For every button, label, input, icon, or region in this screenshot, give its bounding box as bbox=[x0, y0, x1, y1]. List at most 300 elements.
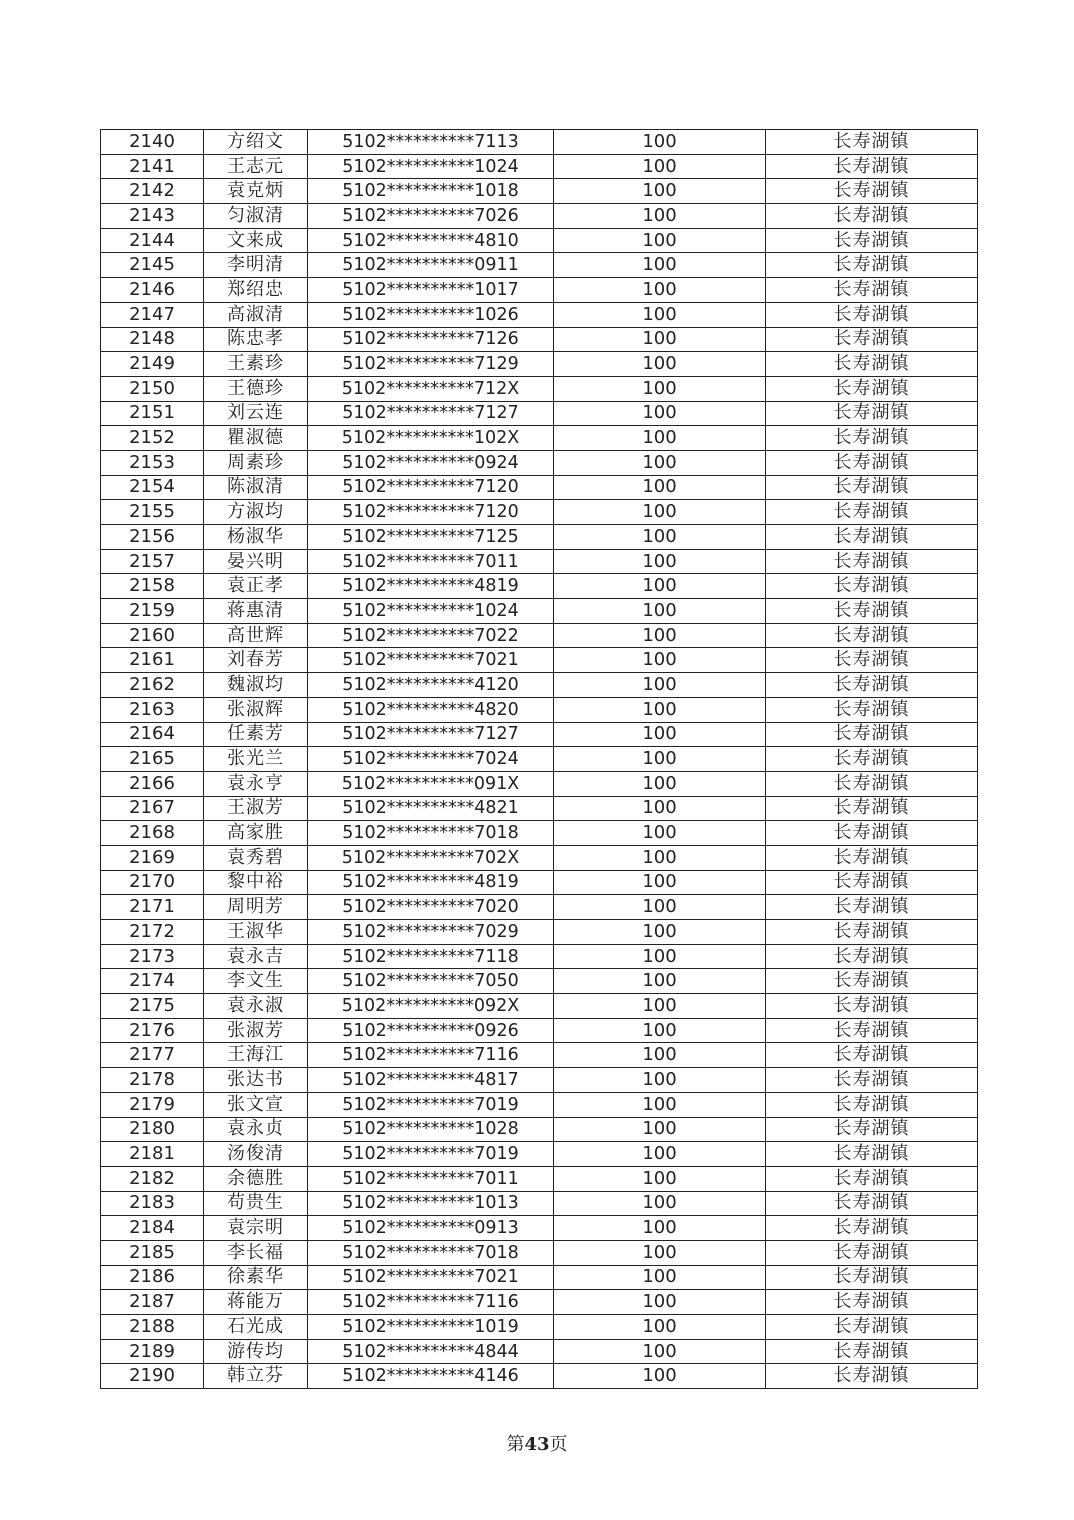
person-name-cell: 袁永亨 bbox=[204, 771, 308, 796]
person-name-cell: 刘云连 bbox=[204, 401, 308, 426]
table-row bbox=[101, 574, 978, 599]
town-cell: 长寿湖镇 bbox=[766, 1265, 978, 1290]
table-row bbox=[101, 1166, 978, 1191]
town-cell: 长寿湖镇 bbox=[766, 599, 978, 624]
person-name-cell: 方绍文 bbox=[204, 130, 308, 155]
amount-cell: 100 bbox=[554, 747, 766, 772]
amount-cell: 100 bbox=[554, 1339, 766, 1364]
table-row bbox=[101, 327, 978, 352]
id-number-cell: 5102**********4810 bbox=[308, 228, 554, 253]
town-cell: 长寿湖镇 bbox=[766, 771, 978, 796]
amount-cell: 100 bbox=[554, 500, 766, 525]
table-row bbox=[101, 1142, 978, 1167]
id-number-cell: 5102**********0924 bbox=[308, 450, 554, 475]
row-number-cell: 2164 bbox=[101, 722, 204, 747]
table-row bbox=[101, 426, 978, 451]
table-row bbox=[101, 870, 978, 895]
town-cell: 长寿湖镇 bbox=[766, 426, 978, 451]
id-number-cell: 5102**********702X bbox=[308, 845, 554, 870]
person-name-cell: 王志元 bbox=[204, 154, 308, 179]
table-row bbox=[101, 500, 978, 525]
table-row bbox=[101, 450, 978, 475]
town-cell: 长寿湖镇 bbox=[766, 1240, 978, 1265]
id-number-cell: 5102**********7021 bbox=[308, 1265, 554, 1290]
table-row bbox=[101, 1018, 978, 1043]
table-row bbox=[101, 648, 978, 673]
town-cell: 长寿湖镇 bbox=[766, 525, 978, 550]
table-row bbox=[101, 130, 978, 155]
person-name-cell: 张淑辉 bbox=[204, 697, 308, 722]
id-number-cell: 5102**********1024 bbox=[308, 154, 554, 179]
amount-cell: 100 bbox=[554, 1068, 766, 1093]
id-number-cell: 5102**********7116 bbox=[308, 1043, 554, 1068]
row-number-cell: 2188 bbox=[101, 1315, 204, 1340]
town-cell: 长寿湖镇 bbox=[766, 920, 978, 945]
amount-cell: 100 bbox=[554, 722, 766, 747]
row-number-cell: 2142 bbox=[101, 179, 204, 204]
amount-cell: 100 bbox=[554, 697, 766, 722]
page-footer bbox=[0, 1430, 1074, 1456]
person-name-cell: 刘春芳 bbox=[204, 648, 308, 673]
person-name-cell: 蒋惠清 bbox=[204, 599, 308, 624]
row-number-cell: 2176 bbox=[101, 1018, 204, 1043]
row-number-cell: 2141 bbox=[101, 154, 204, 179]
id-number-cell: 5102**********1017 bbox=[308, 278, 554, 303]
person-name-cell: 李长福 bbox=[204, 1240, 308, 1265]
amount-cell: 100 bbox=[554, 994, 766, 1019]
id-number-cell: 5102**********7126 bbox=[308, 327, 554, 352]
person-name-cell: 王素珍 bbox=[204, 352, 308, 377]
town-cell: 长寿湖镇 bbox=[766, 401, 978, 426]
town-cell: 长寿湖镇 bbox=[766, 1364, 978, 1389]
town-cell: 长寿湖镇 bbox=[766, 845, 978, 870]
person-name-cell: 张文宣 bbox=[204, 1092, 308, 1117]
id-number-cell: 5102**********7129 bbox=[308, 352, 554, 377]
row-number-cell: 2186 bbox=[101, 1265, 204, 1290]
id-number-cell: 5102**********7018 bbox=[308, 821, 554, 846]
person-name-cell: 袁克炳 bbox=[204, 179, 308, 204]
town-cell: 长寿湖镇 bbox=[766, 130, 978, 155]
id-number-cell: 5102**********091X bbox=[308, 771, 554, 796]
amount-cell: 100 bbox=[554, 1018, 766, 1043]
person-name-cell: 徐素华 bbox=[204, 1265, 308, 1290]
id-number-cell: 5102**********4817 bbox=[308, 1068, 554, 1093]
row-number-cell: 2158 bbox=[101, 574, 204, 599]
amount-cell: 100 bbox=[554, 1265, 766, 1290]
town-cell: 长寿湖镇 bbox=[766, 747, 978, 772]
table-row bbox=[101, 1265, 978, 1290]
id-number-cell: 5102**********7127 bbox=[308, 722, 554, 747]
amount-cell: 100 bbox=[554, 599, 766, 624]
id-number-cell: 5102**********1018 bbox=[308, 179, 554, 204]
table-row bbox=[101, 821, 978, 846]
id-number-cell: 5102**********7019 bbox=[308, 1142, 554, 1167]
person-name-cell: 郑绍忠 bbox=[204, 278, 308, 303]
table-row bbox=[101, 525, 978, 550]
table-row bbox=[101, 895, 978, 920]
amount-cell: 100 bbox=[554, 920, 766, 945]
person-name-cell: 王德珍 bbox=[204, 376, 308, 401]
amount-cell: 100 bbox=[554, 1364, 766, 1389]
person-name-cell: 高家胜 bbox=[204, 821, 308, 846]
table-row bbox=[101, 1068, 978, 1093]
town-cell: 长寿湖镇 bbox=[766, 204, 978, 229]
amount-cell: 100 bbox=[554, 1191, 766, 1216]
table-row bbox=[101, 623, 978, 648]
row-number-cell: 2146 bbox=[101, 278, 204, 303]
table-row bbox=[101, 1240, 978, 1265]
town-cell: 长寿湖镇 bbox=[766, 376, 978, 401]
amount-cell: 100 bbox=[554, 475, 766, 500]
person-name-cell: 张光兰 bbox=[204, 747, 308, 772]
id-number-cell: 5102**********7118 bbox=[308, 944, 554, 969]
row-number-cell: 2182 bbox=[101, 1166, 204, 1191]
row-number-cell: 2177 bbox=[101, 1043, 204, 1068]
table-row bbox=[101, 697, 978, 722]
amount-cell: 100 bbox=[554, 376, 766, 401]
amount-cell: 100 bbox=[554, 228, 766, 253]
amount-cell: 100 bbox=[554, 969, 766, 994]
person-name-cell: 游传均 bbox=[204, 1339, 308, 1364]
row-number-cell: 2152 bbox=[101, 426, 204, 451]
amount-cell: 100 bbox=[554, 845, 766, 870]
row-number-cell: 2156 bbox=[101, 525, 204, 550]
row-number-cell: 2140 bbox=[101, 130, 204, 155]
id-number-cell: 5102**********7120 bbox=[308, 500, 554, 525]
page-footer-suffix: 页 bbox=[549, 1434, 568, 1455]
person-name-cell: 李明清 bbox=[204, 253, 308, 278]
id-number-cell: 5102**********1019 bbox=[308, 1315, 554, 1340]
table-row bbox=[101, 204, 978, 229]
id-number-cell: 5102**********1026 bbox=[308, 302, 554, 327]
amount-cell: 100 bbox=[554, 821, 766, 846]
row-number-cell: 2190 bbox=[101, 1364, 204, 1389]
amount-cell: 100 bbox=[554, 796, 766, 821]
person-name-cell: 陈忠孝 bbox=[204, 327, 308, 352]
town-cell: 长寿湖镇 bbox=[766, 352, 978, 377]
amount-cell: 100 bbox=[554, 1043, 766, 1068]
amount-cell: 100 bbox=[554, 549, 766, 574]
table-row bbox=[101, 1043, 978, 1068]
town-cell: 长寿湖镇 bbox=[766, 722, 978, 747]
table-row bbox=[101, 845, 978, 870]
table-row bbox=[101, 1216, 978, 1241]
person-name-cell: 任素芳 bbox=[204, 722, 308, 747]
person-name-cell: 袁永淑 bbox=[204, 994, 308, 1019]
id-number-cell: 5102**********7020 bbox=[308, 895, 554, 920]
amount-cell: 100 bbox=[554, 1216, 766, 1241]
town-cell: 长寿湖镇 bbox=[766, 821, 978, 846]
table-row bbox=[101, 154, 978, 179]
person-name-cell: 杨淑华 bbox=[204, 525, 308, 550]
row-number-cell: 2154 bbox=[101, 475, 204, 500]
person-name-cell: 周明芳 bbox=[204, 895, 308, 920]
id-number-cell: 5102**********7011 bbox=[308, 549, 554, 574]
town-cell: 长寿湖镇 bbox=[766, 1339, 978, 1364]
town-cell: 长寿湖镇 bbox=[766, 1092, 978, 1117]
row-number-cell: 2185 bbox=[101, 1240, 204, 1265]
town-cell: 长寿湖镇 bbox=[766, 1216, 978, 1241]
id-number-cell: 5102**********4821 bbox=[308, 796, 554, 821]
id-number-cell: 5102**********102X bbox=[308, 426, 554, 451]
person-name-cell: 王淑芳 bbox=[204, 796, 308, 821]
row-number-cell: 2147 bbox=[101, 302, 204, 327]
person-name-cell: 晏兴明 bbox=[204, 549, 308, 574]
person-name-cell: 匀淑清 bbox=[204, 204, 308, 229]
row-number-cell: 2183 bbox=[101, 1191, 204, 1216]
row-number-cell: 2143 bbox=[101, 204, 204, 229]
town-cell: 长寿湖镇 bbox=[766, 549, 978, 574]
amount-cell: 100 bbox=[554, 623, 766, 648]
row-number-cell: 2166 bbox=[101, 771, 204, 796]
row-number-cell: 2148 bbox=[101, 327, 204, 352]
amount-cell: 100 bbox=[554, 179, 766, 204]
amount-cell: 100 bbox=[554, 1092, 766, 1117]
page-footer-prefix: 第 bbox=[506, 1434, 525, 1455]
amount-cell: 100 bbox=[554, 130, 766, 155]
row-number-cell: 2167 bbox=[101, 796, 204, 821]
table-row bbox=[101, 352, 978, 377]
town-cell: 长寿湖镇 bbox=[766, 697, 978, 722]
town-cell: 长寿湖镇 bbox=[766, 1315, 978, 1340]
row-number-cell: 2175 bbox=[101, 994, 204, 1019]
roster-table bbox=[100, 129, 978, 1389]
id-number-cell: 5102**********0926 bbox=[308, 1018, 554, 1043]
town-cell: 长寿湖镇 bbox=[766, 969, 978, 994]
id-number-cell: 5102**********7127 bbox=[308, 401, 554, 426]
town-cell: 长寿湖镇 bbox=[766, 1018, 978, 1043]
person-name-cell: 余德胜 bbox=[204, 1166, 308, 1191]
amount-cell: 100 bbox=[554, 771, 766, 796]
amount-cell: 100 bbox=[554, 204, 766, 229]
id-number-cell: 5102**********4844 bbox=[308, 1339, 554, 1364]
amount-cell: 100 bbox=[554, 253, 766, 278]
table-row bbox=[101, 747, 978, 772]
table-row bbox=[101, 1117, 978, 1142]
town-cell: 长寿湖镇 bbox=[766, 1068, 978, 1093]
amount-cell: 100 bbox=[554, 401, 766, 426]
town-cell: 长寿湖镇 bbox=[766, 475, 978, 500]
amount-cell: 100 bbox=[554, 1290, 766, 1315]
id-number-cell: 5102**********7116 bbox=[308, 1290, 554, 1315]
page-number: 43 bbox=[524, 1434, 550, 1455]
amount-cell: 100 bbox=[554, 944, 766, 969]
id-number-cell: 5102**********4819 bbox=[308, 870, 554, 895]
town-cell: 长寿湖镇 bbox=[766, 673, 978, 698]
row-number-cell: 2165 bbox=[101, 747, 204, 772]
town-cell: 长寿湖镇 bbox=[766, 278, 978, 303]
town-cell: 长寿湖镇 bbox=[766, 895, 978, 920]
town-cell: 长寿湖镇 bbox=[766, 1043, 978, 1068]
person-name-cell: 袁秀碧 bbox=[204, 845, 308, 870]
person-name-cell: 汤俊清 bbox=[204, 1142, 308, 1167]
row-number-cell: 2173 bbox=[101, 944, 204, 969]
town-cell: 长寿湖镇 bbox=[766, 1166, 978, 1191]
table-row bbox=[101, 771, 978, 796]
id-number-cell: 5102**********0911 bbox=[308, 253, 554, 278]
row-number-cell: 2162 bbox=[101, 673, 204, 698]
person-name-cell: 苟贵生 bbox=[204, 1191, 308, 1216]
table-row bbox=[101, 673, 978, 698]
id-number-cell: 5102**********1028 bbox=[308, 1117, 554, 1142]
table-row bbox=[101, 599, 978, 624]
id-number-cell: 5102**********1013 bbox=[308, 1191, 554, 1216]
id-number-cell: 5102**********0913 bbox=[308, 1216, 554, 1241]
table-row bbox=[101, 944, 978, 969]
table-row bbox=[101, 722, 978, 747]
row-number-cell: 2150 bbox=[101, 376, 204, 401]
person-name-cell: 陈淑清 bbox=[204, 475, 308, 500]
id-number-cell: 5102**********7026 bbox=[308, 204, 554, 229]
person-name-cell: 张淑芳 bbox=[204, 1018, 308, 1043]
table-row bbox=[101, 920, 978, 945]
amount-cell: 100 bbox=[554, 426, 766, 451]
id-number-cell: 5102**********4819 bbox=[308, 574, 554, 599]
row-number-cell: 2161 bbox=[101, 648, 204, 673]
row-number-cell: 2155 bbox=[101, 500, 204, 525]
table-row bbox=[101, 302, 978, 327]
amount-cell: 100 bbox=[554, 1240, 766, 1265]
amount-cell: 100 bbox=[554, 278, 766, 303]
table-row bbox=[101, 1191, 978, 1216]
row-number-cell: 2187 bbox=[101, 1290, 204, 1315]
amount-cell: 100 bbox=[554, 574, 766, 599]
row-number-cell: 2151 bbox=[101, 401, 204, 426]
table-row bbox=[101, 969, 978, 994]
row-number-cell: 2145 bbox=[101, 253, 204, 278]
id-number-cell: 5102**********4820 bbox=[308, 697, 554, 722]
table-row bbox=[101, 278, 978, 303]
town-cell: 长寿湖镇 bbox=[766, 179, 978, 204]
table-row bbox=[101, 475, 978, 500]
id-number-cell: 5102**********7125 bbox=[308, 525, 554, 550]
town-cell: 长寿湖镇 bbox=[766, 327, 978, 352]
id-number-cell: 5102**********7050 bbox=[308, 969, 554, 994]
row-number-cell: 2178 bbox=[101, 1068, 204, 1093]
table-row bbox=[101, 253, 978, 278]
town-cell: 长寿湖镇 bbox=[766, 994, 978, 1019]
person-name-cell: 袁永吉 bbox=[204, 944, 308, 969]
person-name-cell: 袁正孝 bbox=[204, 574, 308, 599]
town-cell: 长寿湖镇 bbox=[766, 796, 978, 821]
person-name-cell: 文来成 bbox=[204, 228, 308, 253]
roster-table-body bbox=[101, 130, 978, 1389]
town-cell: 长寿湖镇 bbox=[766, 944, 978, 969]
town-cell: 长寿湖镇 bbox=[766, 228, 978, 253]
table-row bbox=[101, 376, 978, 401]
row-number-cell: 2181 bbox=[101, 1142, 204, 1167]
town-cell: 长寿湖镇 bbox=[766, 1191, 978, 1216]
person-name-cell: 王海江 bbox=[204, 1043, 308, 1068]
table-row bbox=[101, 1092, 978, 1117]
amount-cell: 100 bbox=[554, 525, 766, 550]
row-number-cell: 2171 bbox=[101, 895, 204, 920]
id-number-cell: 5102**********4120 bbox=[308, 673, 554, 698]
person-name-cell: 高世辉 bbox=[204, 623, 308, 648]
town-cell: 长寿湖镇 bbox=[766, 450, 978, 475]
amount-cell: 100 bbox=[554, 673, 766, 698]
amount-cell: 100 bbox=[554, 154, 766, 179]
person-name-cell: 李文生 bbox=[204, 969, 308, 994]
table-row bbox=[101, 796, 978, 821]
amount-cell: 100 bbox=[554, 1117, 766, 1142]
person-name-cell: 袁宗明 bbox=[204, 1216, 308, 1241]
person-name-cell: 魏淑均 bbox=[204, 673, 308, 698]
row-number-cell: 2153 bbox=[101, 450, 204, 475]
town-cell: 长寿湖镇 bbox=[766, 500, 978, 525]
town-cell: 长寿湖镇 bbox=[766, 253, 978, 278]
row-number-cell: 2163 bbox=[101, 697, 204, 722]
id-number-cell: 5102**********7021 bbox=[308, 648, 554, 673]
amount-cell: 100 bbox=[554, 1142, 766, 1167]
row-number-cell: 2179 bbox=[101, 1092, 204, 1117]
amount-cell: 100 bbox=[554, 302, 766, 327]
row-number-cell: 2149 bbox=[101, 352, 204, 377]
town-cell: 长寿湖镇 bbox=[766, 870, 978, 895]
table-row bbox=[101, 1339, 978, 1364]
id-number-cell: 5102**********1024 bbox=[308, 599, 554, 624]
person-name-cell: 蒋能万 bbox=[204, 1290, 308, 1315]
person-name-cell: 石光成 bbox=[204, 1315, 308, 1340]
table-row bbox=[101, 228, 978, 253]
id-number-cell: 5102**********7113 bbox=[308, 130, 554, 155]
row-number-cell: 2189 bbox=[101, 1339, 204, 1364]
row-number-cell: 2169 bbox=[101, 845, 204, 870]
person-name-cell: 王淑华 bbox=[204, 920, 308, 945]
town-cell: 长寿湖镇 bbox=[766, 623, 978, 648]
row-number-cell: 2159 bbox=[101, 599, 204, 624]
person-name-cell: 韩立芬 bbox=[204, 1364, 308, 1389]
table-row bbox=[101, 179, 978, 204]
row-number-cell: 2144 bbox=[101, 228, 204, 253]
table-row bbox=[101, 994, 978, 1019]
id-number-cell: 5102**********7019 bbox=[308, 1092, 554, 1117]
id-number-cell: 5102**********7011 bbox=[308, 1166, 554, 1191]
id-number-cell: 5102**********4146 bbox=[308, 1364, 554, 1389]
amount-cell: 100 bbox=[554, 1166, 766, 1191]
id-number-cell: 5102**********7024 bbox=[308, 747, 554, 772]
amount-cell: 100 bbox=[554, 1315, 766, 1340]
person-name-cell: 周素珍 bbox=[204, 450, 308, 475]
town-cell: 长寿湖镇 bbox=[766, 1142, 978, 1167]
table-row bbox=[101, 401, 978, 426]
amount-cell: 100 bbox=[554, 870, 766, 895]
row-number-cell: 2180 bbox=[101, 1117, 204, 1142]
amount-cell: 100 bbox=[554, 450, 766, 475]
id-number-cell: 5102**********7022 bbox=[308, 623, 554, 648]
table-row bbox=[101, 549, 978, 574]
town-cell: 长寿湖镇 bbox=[766, 302, 978, 327]
person-name-cell: 张达书 bbox=[204, 1068, 308, 1093]
row-number-cell: 2160 bbox=[101, 623, 204, 648]
row-number-cell: 2172 bbox=[101, 920, 204, 945]
town-cell: 长寿湖镇 bbox=[766, 1290, 978, 1315]
amount-cell: 100 bbox=[554, 648, 766, 673]
row-number-cell: 2168 bbox=[101, 821, 204, 846]
person-name-cell: 瞿淑德 bbox=[204, 426, 308, 451]
row-number-cell: 2170 bbox=[101, 870, 204, 895]
row-number-cell: 2174 bbox=[101, 969, 204, 994]
town-cell: 长寿湖镇 bbox=[766, 1117, 978, 1142]
person-name-cell: 黎中裕 bbox=[204, 870, 308, 895]
id-number-cell: 5102**********7120 bbox=[308, 475, 554, 500]
table-row bbox=[101, 1315, 978, 1340]
person-name-cell: 袁永贞 bbox=[204, 1117, 308, 1142]
id-number-cell: 5102**********712X bbox=[308, 376, 554, 401]
town-cell: 长寿湖镇 bbox=[766, 154, 978, 179]
id-number-cell: 5102**********7029 bbox=[308, 920, 554, 945]
amount-cell: 100 bbox=[554, 352, 766, 377]
